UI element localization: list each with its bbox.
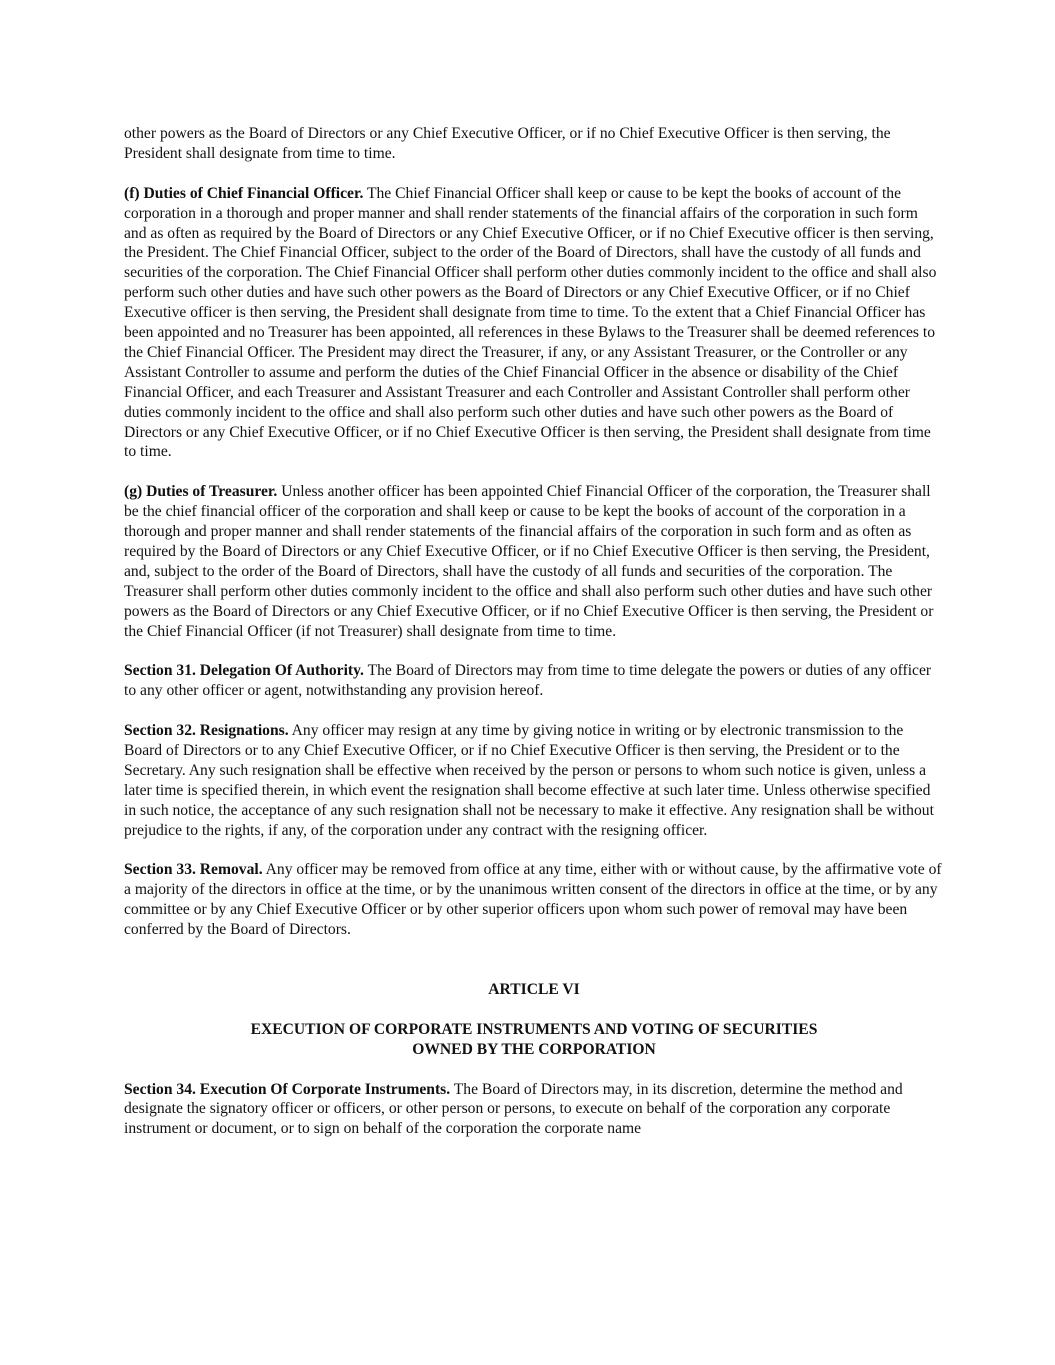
continuation-paragraph: other powers as the Board of Directors or any Chief Executive Officer, or if no Chief Executive Officer is then serving, the President shall designate from time to time. xyxy=(124,125,891,162)
section-heading: Section 31. Delegation Of Authority. xyxy=(124,662,364,680)
section-33-removal xyxy=(124,860,944,940)
article-subtitle xyxy=(124,1020,944,1060)
section-body: The Chief Financial Officer shall keep or cause to be kept the books of account of the corporation in a thorough and proper manner and shall render statements of the financial affairs of the corporation in such form and as often as required by the Board of Directors or any Chief Executive Officer, or if no Chief Executive officer is then serving, the President. The Chief Financial Officer, subject to the order of the Board of Directors, shall have the custody of all funds and securities of the corporation. The Chief Financial Officer shall perform other duties commonly incident to the office and shall also perform such other duties and have such other powers as the Board of Directors or any Chief Executive Officer, or if no Chief Executive officer is then serving, the President shall designate from time to time. To the extent that a Chief Financial Officer has been appointed and no Treasurer has been appointed, all references in these Bylaws to the Treasurer shall be deemed references to the Chief Financial Officer. The President may direct the Treasurer, if any, or any Assistant Treasurer, or the Controller or any Assistant Controller to assume and perform the duties of the Chief Financial Officer in the absence or disability of the Chief Financial Officer, and each Treasurer and Assistant Treasurer and each Controller and Assistant Controller shall perform other duties commonly incident to the office and shall also perform such other duties and have such other powers as the Board of Directors or any Chief Executive Officer, or if no Chief Executive Officer is then serving, the President shall designate from time to time. xyxy=(124,184,937,461)
section-body: Any officer may resign at any time by giving notice in writing or by electronic transmission to the Board of Directors or to any Chief Executive Officer, or if no Chief Executive Officer is then serving, the President or to the Secretary. Any such resignation shall be effective when received by the person or persons to whom such notice is given, unless a later time is specified therein, in which event the resignation shall become effective at such later time. Unless otherwise specified in such notice, the acceptance of any such resignation shall not be necessary to make it effective. Any resignation shall be without prejudice to the rights, if any, of the corporation under any contract with the resigning officer. xyxy=(124,722,934,839)
section-body: The Board of Directors may from time to time delegate the powers or duties of any officer to any other officer or agent, notwithstanding any provision hereof. xyxy=(124,662,932,700)
section-duties-treasurer xyxy=(124,482,944,641)
article-subtitle-line-2: OWNED BY THE CORPORATION xyxy=(412,1040,656,1058)
article-subtitle-line-1: EXECUTION OF CORPORATE INSTRUMENTS AND VOTING OF SECURITIES xyxy=(250,1020,818,1038)
article-title: ARTICLE VI xyxy=(488,981,580,999)
section-heading: Section 34. Execution Of Corporate Instruments. xyxy=(124,1080,451,1098)
section-heading: Section 33. Removal. xyxy=(124,861,263,879)
section-32-resignations xyxy=(124,721,944,840)
section-heading: (f) Duties of Chief Financial Officer. xyxy=(124,184,364,202)
section-34-execution xyxy=(124,1080,944,1140)
section-duties-cfo xyxy=(124,184,944,463)
section-heading: Section 32. Resignations. xyxy=(124,722,289,740)
section-body: Unless another officer has been appointed Chief Financial Officer of the corporation, the Treasurer shall be the chief financial officer of the corporation and shall keep or cause to be kept the books of account of the corporation in a thorough and proper manner and shall render statements of the financial affairs of the corporation in such form and as often as required by the Board of Directors or any Chief Executive Officer, or if no Chief Executive Officer is then serving, the President, and, subject to the order of the Board of Directors, shall have the custody of all funds and securities of the corporation. The Treasurer shall perform other duties commonly incident to the office and shall also perform such other duties and have such other powers as the Board of Directors or any Chief Executive Officer, or if no Chief Executive Officer is then serving, the President or the Chief Financial Officer (if not Treasurer) shall designate from time to time. xyxy=(124,483,934,640)
section-body: The Board of Directors may, in its discretion, determine the method and designate the signatory officer or officers, or other person or persons, to execute on behalf of the corporation any corporate instrument or document, or to sign on behalf of the corporation the corporate name xyxy=(124,1080,903,1138)
document-page xyxy=(124,124,944,1159)
section-heading: (g) Duties of Treasurer. xyxy=(124,483,278,501)
section-body: Any officer may be removed from office at any time, either with or without cause, by the affirmative vote of a majority of the directors in office at the time, or by the unanimous written consent of the directors in office at the time, or by any committee or by any Chief Executive Officer or by other superior officers upon whom such power of removal may have been conferred by the Board of Directors. xyxy=(124,861,942,939)
section-31-delegation xyxy=(124,661,944,701)
